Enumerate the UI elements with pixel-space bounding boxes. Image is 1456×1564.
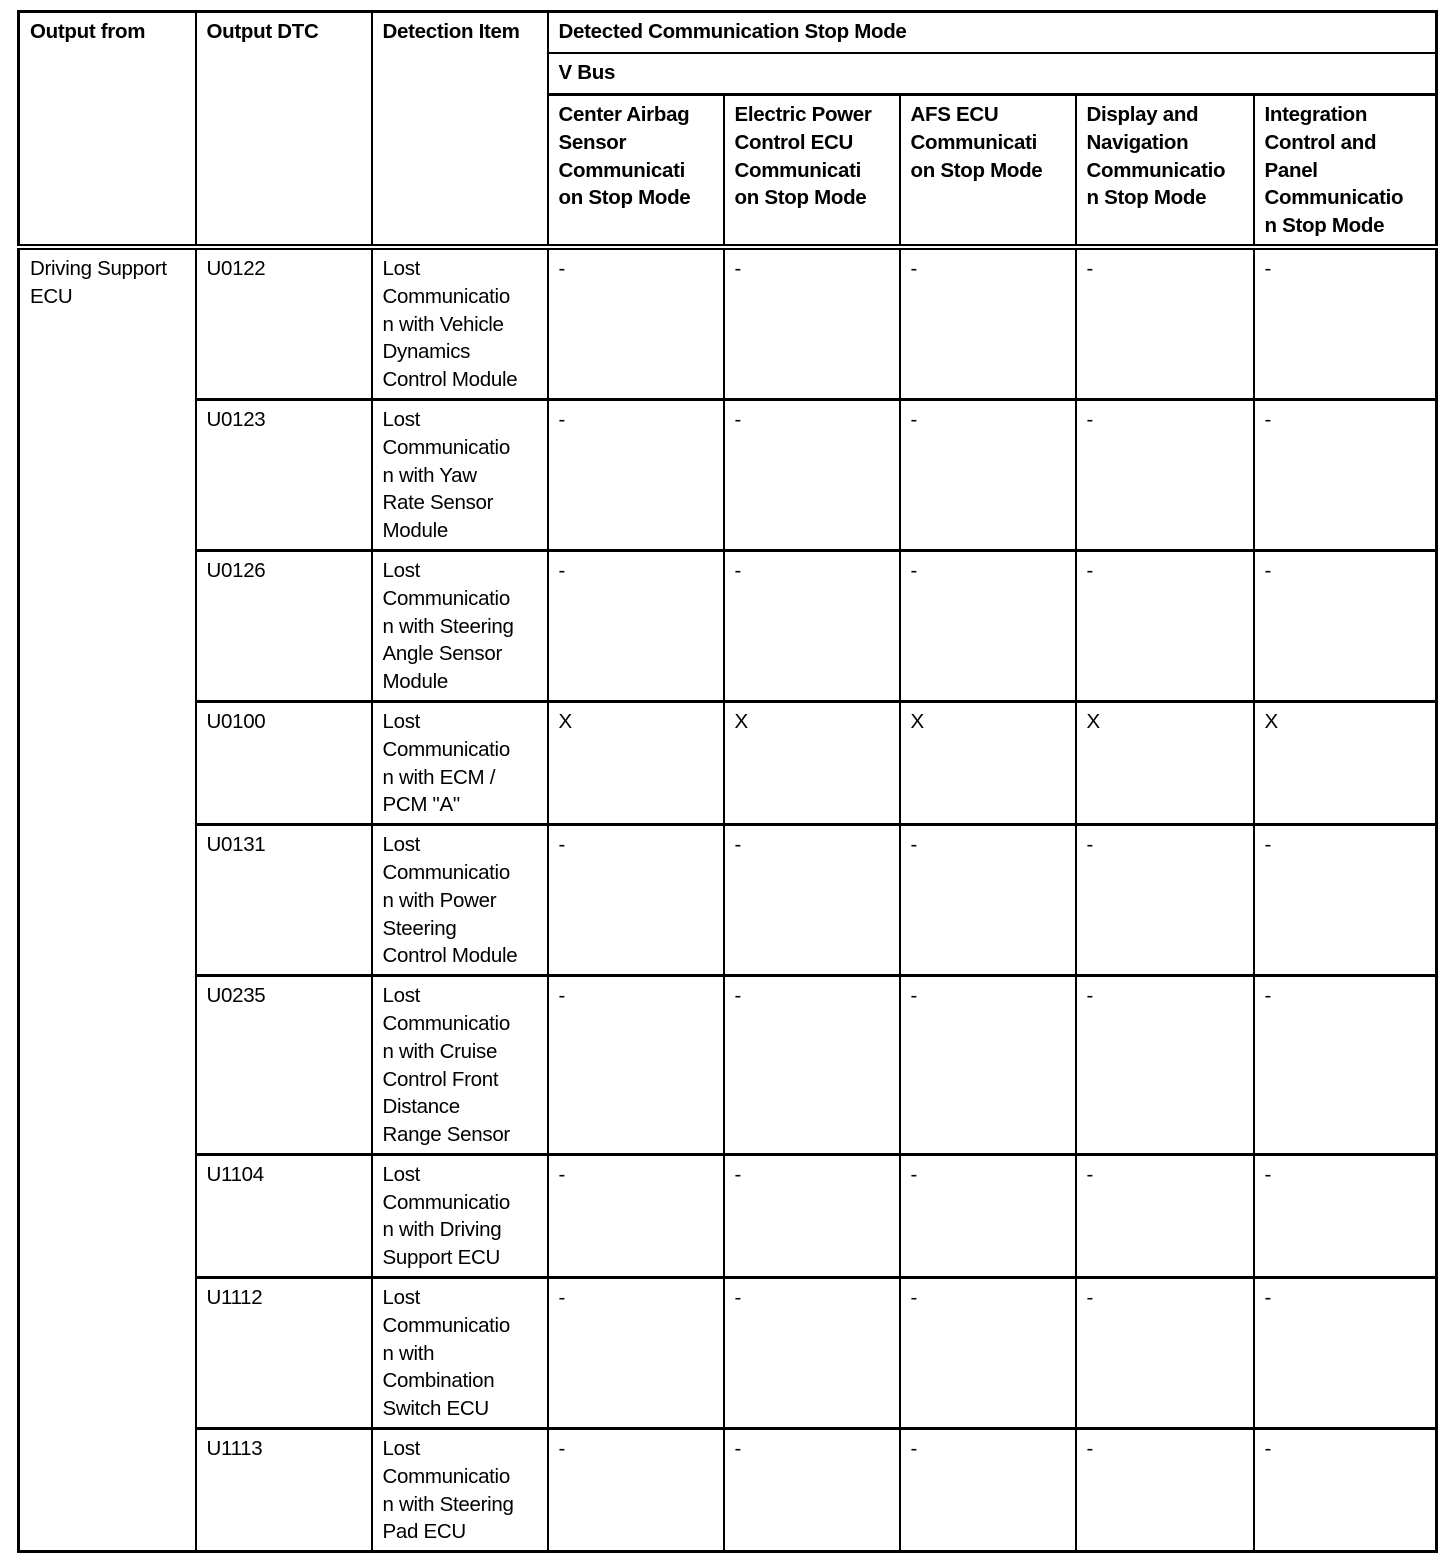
cell-mode-center-airbag-sensor: - xyxy=(548,976,724,1155)
cell-mode-display-and-navigation: - xyxy=(1076,399,1254,550)
cell-mode-center-airbag-sensor: - xyxy=(548,825,724,976)
detection-item-line: Lost xyxy=(382,558,421,582)
cell-mode-electric-power-control-ecu: - xyxy=(724,825,900,976)
cell-mode-integration-control-and-panel: X xyxy=(1254,701,1437,824)
header-mode-display-and-navigation xyxy=(1076,95,1254,247)
cell-detection-item xyxy=(372,1154,548,1277)
header-line: Center Airbag xyxy=(558,103,690,126)
header-mode-electric-power-control-ecu xyxy=(724,95,900,247)
header-line: on Stop Mode xyxy=(910,158,1043,182)
cell-detection-item xyxy=(372,247,548,399)
detection-item-line: Distance xyxy=(382,1095,460,1119)
cell-mode-center-airbag-sensor: - xyxy=(548,399,724,550)
cell-detection-item xyxy=(372,550,548,701)
detection-item-line: Combination xyxy=(382,1369,495,1393)
cell-mode-display-and-navigation: - xyxy=(1076,550,1254,701)
header-mode-afs-ecu xyxy=(900,95,1076,247)
header-line: Sensor xyxy=(558,130,627,154)
header-line: on Stop Mode xyxy=(734,186,867,210)
table-row xyxy=(19,1429,1437,1552)
output-from-line: Driving Support xyxy=(30,256,167,280)
detection-item-line: Lost xyxy=(382,833,421,857)
detection-item-line: n with ECM / xyxy=(382,765,496,789)
detection-item-line: Dynamics xyxy=(382,340,471,364)
cell-mode-electric-power-control-ecu: - xyxy=(724,1154,900,1277)
detection-item-line: Module xyxy=(382,670,448,694)
cell-output-dtc: U0131 xyxy=(196,825,372,976)
header-line: n Stop Mode xyxy=(1086,186,1207,210)
header-v-bus: V Bus xyxy=(548,53,1437,95)
cell-detection-item xyxy=(372,399,548,550)
cell-mode-integration-control-and-panel: - xyxy=(1254,1154,1437,1277)
detection-item-line: n with Steering xyxy=(382,614,514,638)
cell-output-dtc: U1104 xyxy=(196,1154,372,1277)
output-from-line: ECU xyxy=(30,284,73,308)
cell-output-from xyxy=(19,247,196,1552)
cell-mode-electric-power-control-ecu: - xyxy=(724,399,900,550)
cell-mode-integration-control-and-panel: - xyxy=(1254,825,1437,976)
cell-mode-display-and-navigation: - xyxy=(1076,1154,1254,1277)
cell-mode-center-airbag-sensor: - xyxy=(548,1278,724,1429)
detection-item-line: Communicatio xyxy=(382,737,510,761)
detection-item-line: Lost xyxy=(382,256,421,280)
header-mode-center-airbag-sensor xyxy=(548,95,724,247)
cell-mode-afs-ecu: - xyxy=(900,1278,1076,1429)
detection-item-line: Communicatio xyxy=(382,1464,510,1488)
detection-item-line: Switch ECU xyxy=(382,1397,489,1421)
detection-item-line: Module xyxy=(382,519,448,543)
cell-mode-integration-control-and-panel: - xyxy=(1254,399,1437,550)
cell-mode-integration-control-and-panel: - xyxy=(1254,550,1437,701)
detection-item-line: Control Module xyxy=(382,368,518,392)
cell-output-dtc: U0126 xyxy=(196,550,372,701)
detection-item-line: Communicatio xyxy=(382,435,510,459)
detection-item-line: Lost xyxy=(382,1286,421,1310)
header-line: Integration xyxy=(1264,103,1368,126)
cell-mode-display-and-navigation: - xyxy=(1076,247,1254,399)
header-line: Display and xyxy=(1086,103,1199,126)
header-line: Control and xyxy=(1264,130,1377,154)
header-line: Navigation xyxy=(1086,130,1189,154)
cell-mode-afs-ecu: - xyxy=(900,976,1076,1155)
cell-mode-electric-power-control-ecu: - xyxy=(724,1429,900,1552)
cell-mode-afs-ecu: - xyxy=(900,1154,1076,1277)
detection-item-line: n with Vehicle xyxy=(382,312,504,336)
table-row xyxy=(19,247,1437,399)
detection-item-line: Control Front xyxy=(382,1067,499,1091)
cell-mode-center-airbag-sensor: - xyxy=(548,1154,724,1277)
header-line: Communicatio xyxy=(1264,186,1404,210)
header-line: Electric Power xyxy=(734,103,872,126)
cell-output-dtc: U0123 xyxy=(196,399,372,550)
cell-mode-electric-power-control-ecu: - xyxy=(724,976,900,1155)
cell-mode-afs-ecu: - xyxy=(900,247,1076,399)
cell-mode-integration-control-and-panel: - xyxy=(1254,976,1437,1155)
detection-item-line: Lost xyxy=(382,1437,421,1461)
cell-detection-item xyxy=(372,1429,548,1552)
cell-mode-afs-ecu: - xyxy=(900,399,1076,550)
table-row xyxy=(19,550,1437,701)
cell-mode-afs-ecu: - xyxy=(900,1429,1076,1552)
detection-item-line: n with Steering xyxy=(382,1492,514,1516)
header-output-from: Output from xyxy=(19,12,196,247)
cell-mode-display-and-navigation: X xyxy=(1076,701,1254,824)
detection-item-line: Lost xyxy=(382,709,421,733)
header-detected-communication-stop-mode: Detected Communication Stop Mode xyxy=(548,12,1437,54)
cell-mode-display-and-navigation: - xyxy=(1076,1278,1254,1429)
detection-item-line: Support ECU xyxy=(382,1246,500,1270)
header-line: Communicati xyxy=(734,158,862,182)
cell-output-dtc: U0235 xyxy=(196,976,372,1155)
table-row xyxy=(19,976,1437,1155)
cell-output-dtc: U0100 xyxy=(196,701,372,824)
dtc-communication-stop-mode-table xyxy=(17,10,1438,1553)
table-row xyxy=(19,825,1437,976)
detection-item-line: Communicatio xyxy=(382,1011,510,1035)
header-detection-item: Detection Item xyxy=(372,12,548,247)
detection-item-line: Lost xyxy=(382,984,421,1008)
table-row xyxy=(19,399,1437,550)
cell-mode-display-and-navigation: - xyxy=(1076,1429,1254,1552)
table-row xyxy=(19,1154,1437,1277)
header-line: Communicati xyxy=(910,130,1038,154)
detection-item-line: n with Driving xyxy=(382,1218,502,1242)
detection-item-line: n with Cruise xyxy=(382,1039,498,1063)
cell-detection-item xyxy=(372,701,548,824)
cell-mode-center-airbag-sensor: X xyxy=(548,701,724,824)
cell-output-dtc: U1112 xyxy=(196,1278,372,1429)
cell-detection-item xyxy=(372,825,548,976)
header-line: on Stop Mode xyxy=(558,186,691,210)
cell-mode-integration-control-and-panel: - xyxy=(1254,247,1437,399)
header-mode-integration-control-and-panel xyxy=(1254,95,1437,247)
table-row xyxy=(19,701,1437,824)
cell-mode-center-airbag-sensor: - xyxy=(548,1429,724,1552)
cell-mode-electric-power-control-ecu: X xyxy=(724,701,900,824)
cell-mode-afs-ecu: - xyxy=(900,825,1076,976)
detection-item-line: Steering xyxy=(382,916,457,940)
cell-mode-center-airbag-sensor: - xyxy=(548,247,724,399)
header-line: Communicatio xyxy=(1086,158,1226,182)
detection-item-line: Rate Sensor xyxy=(382,491,494,515)
cell-output-dtc: U1113 xyxy=(196,1429,372,1552)
cell-mode-electric-power-control-ecu: - xyxy=(724,550,900,701)
header-line: AFS ECU xyxy=(910,103,999,126)
detection-item-line: Lost xyxy=(382,1162,421,1186)
cell-mode-afs-ecu: X xyxy=(900,701,1076,824)
detection-item-line: Communicatio xyxy=(382,586,510,610)
detection-item-line: Lost xyxy=(382,407,421,431)
detection-item-line: PCM "A" xyxy=(382,793,460,817)
cell-mode-electric-power-control-ecu: - xyxy=(724,247,900,399)
cell-mode-display-and-navigation: - xyxy=(1076,825,1254,976)
detection-item-line: n with Power xyxy=(382,888,497,912)
header-line: Panel xyxy=(1264,158,1318,182)
detection-item-line: Control Module xyxy=(382,944,518,968)
cell-mode-afs-ecu: - xyxy=(900,550,1076,701)
header-line: Control ECU xyxy=(734,130,854,154)
detection-item-line: Pad ECU xyxy=(382,1520,466,1544)
cell-mode-integration-control-and-panel: - xyxy=(1254,1278,1437,1429)
detection-item-line: n with Yaw xyxy=(382,463,477,487)
cell-mode-display-and-navigation: - xyxy=(1076,976,1254,1155)
detection-item-line: Communicatio xyxy=(382,1190,510,1214)
cell-mode-electric-power-control-ecu: - xyxy=(724,1278,900,1429)
detection-item-line: Range Sensor xyxy=(382,1123,510,1147)
header-line: n Stop Mode xyxy=(1264,214,1385,238)
cell-mode-integration-control-and-panel: - xyxy=(1254,1429,1437,1552)
cell-output-dtc: U0122 xyxy=(196,247,372,399)
detection-item-line: Communicatio xyxy=(382,1313,510,1337)
detection-item-line: n with xyxy=(382,1341,435,1365)
header-line: Communicati xyxy=(558,158,686,182)
detection-item-line: Communicatio xyxy=(382,284,510,308)
detection-item-line: Angle Sensor xyxy=(382,642,502,666)
cell-detection-item xyxy=(372,1278,548,1429)
cell-detection-item xyxy=(372,976,548,1155)
detection-item-line: Communicatio xyxy=(382,860,510,884)
cell-mode-center-airbag-sensor: - xyxy=(548,550,724,701)
table-row xyxy=(19,1278,1437,1429)
header-output-dtc: Output DTC xyxy=(196,12,372,247)
